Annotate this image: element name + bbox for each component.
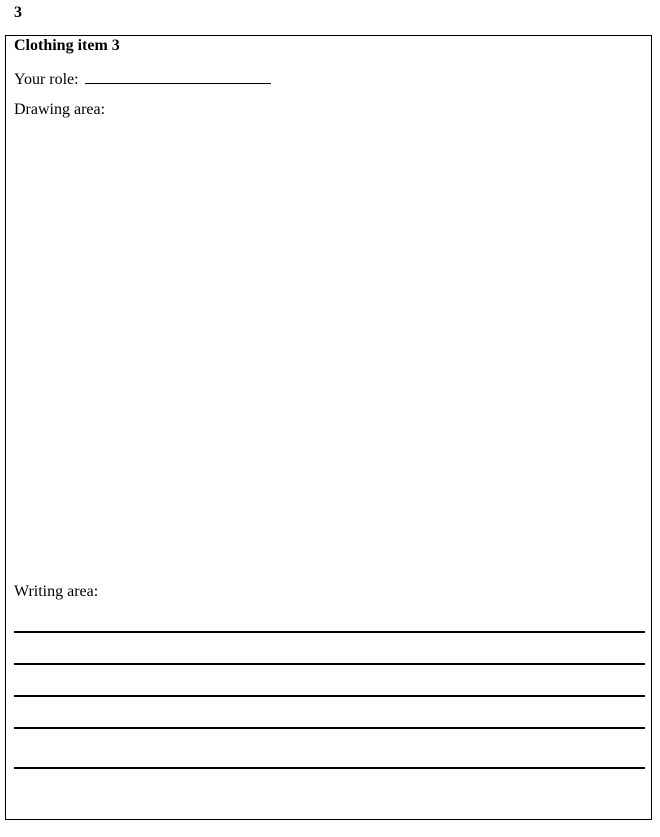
writing-area-label: Writing area: <box>14 583 99 600</box>
role-row <box>14 69 271 89</box>
writing-line[interactable] <box>14 727 645 729</box>
writing-line[interactable] <box>14 663 645 665</box>
role-label: Your role: <box>14 71 79 88</box>
role-blank-line[interactable] <box>85 69 271 84</box>
clothing-item-worksheet <box>5 35 652 820</box>
writing-line[interactable] <box>14 631 645 633</box>
writing-line[interactable] <box>14 767 645 769</box>
drawing-area-label: Drawing area: <box>14 101 106 118</box>
page-number: 3 <box>14 4 22 21</box>
drawing-area[interactable] <box>14 126 644 576</box>
writing-line[interactable] <box>14 695 645 697</box>
item-title: Clothing item 3 <box>14 37 120 54</box>
